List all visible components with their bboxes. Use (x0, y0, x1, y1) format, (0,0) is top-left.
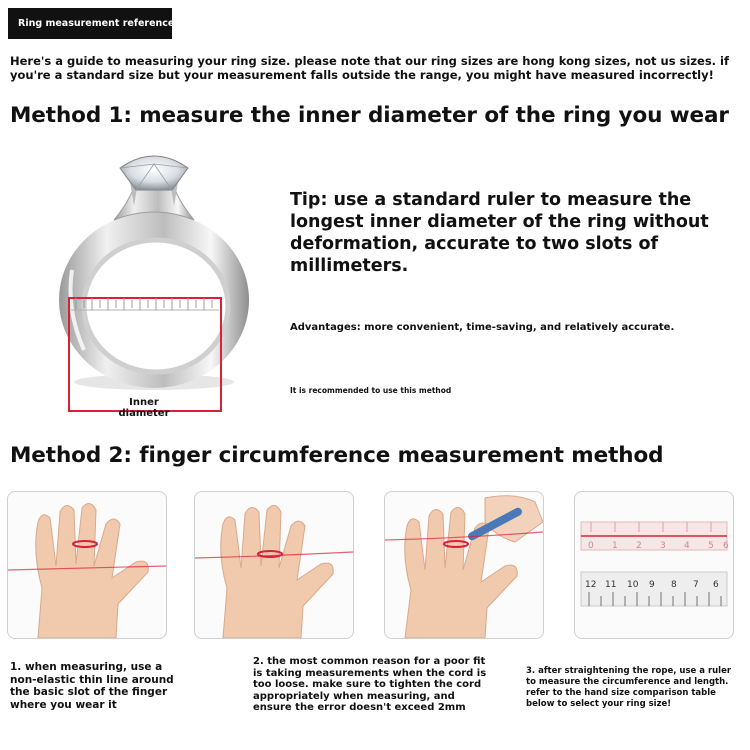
recommend-text: It is recommended to use this method (290, 386, 452, 395)
step2-text: 2. the most common reason for a poor fit is taking measurements when the cord is too loose. make sure to tighten the cord appropriately when measuring, and ensure the error doesn't exceed 2mm (253, 656, 487, 714)
intro-text: Here's a guide to measuring your ring size. please note that our ring sizes are hong kong sizes, not us sizes. if you're a standard size but your measurement falls outside the range, you might have measured incorrectly! (10, 54, 729, 82)
rope-ruler-number: 3 (660, 541, 666, 551)
advantages-text: Advantages: more convenient, time-saving, and relatively accurate. (290, 322, 675, 333)
tip-text: Tip: use a standard ruler to measure the longest inner diameter of the ring without deformation, accurate to two slots of millimeters. (290, 190, 709, 276)
rope-ruler-number: 2 (636, 541, 642, 551)
ruler-number: 10 (627, 580, 639, 590)
ring-illustration (44, 150, 284, 420)
photo-ruler (574, 491, 734, 639)
photo-hand-pen (384, 491, 544, 639)
rope-ruler-number: 6 (723, 541, 729, 551)
method1-title: Method 1: measure the inner diameter of the ring you wear (10, 103, 729, 128)
rope-ruler-number: 5 (708, 541, 714, 551)
hand-pen-icon (385, 492, 543, 638)
rope-ruler-number: 0 (588, 541, 594, 551)
step1-text: 1. when measuring, use a non-elastic thin line around the basic slot of the finger where you wear it (10, 661, 174, 711)
ruler-number: 9 (649, 580, 655, 590)
inner-diameter-label: Inner diameter (118, 397, 170, 419)
rope-ruler-number: 4 (684, 541, 690, 551)
photo-hand-tighten (194, 491, 354, 639)
ring-icon (44, 150, 284, 420)
ruler-icon (575, 492, 733, 638)
ruler-number: 11 (605, 580, 617, 590)
ruler-number: 6 (713, 580, 719, 590)
hand-icon (195, 492, 353, 638)
method2-title: Method 2: finger circumference measurement method (10, 443, 664, 468)
reference-tag: Ring measurement reference (8, 8, 172, 39)
ruler-number: 12 (585, 580, 597, 590)
ruler-number: 7 (693, 580, 699, 590)
rope-ruler-number: 1 (612, 541, 618, 551)
photo-hand-string (7, 491, 167, 639)
hand-icon (8, 492, 166, 638)
ruler-number: 8 (671, 580, 677, 590)
step3-text: 3. after straightening the rope, use a ruler to measure the circumference and length. refer to the hand size comparison table below to select your ring size! (526, 666, 732, 709)
